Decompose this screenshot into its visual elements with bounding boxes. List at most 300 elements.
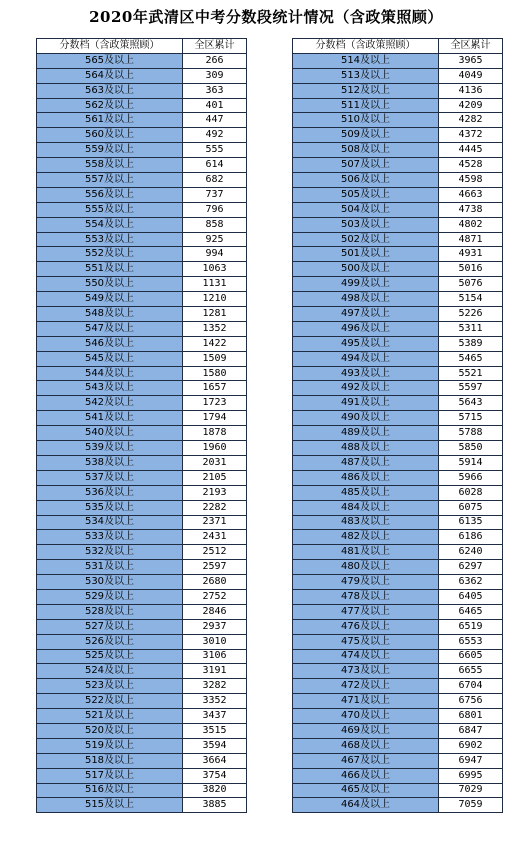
cumulative-count-cell: 1794 [183, 411, 247, 426]
table-row [293, 470, 503, 485]
table-row [37, 470, 247, 485]
score-band-cell: 489及以上 [293, 426, 439, 441]
cumulative-count-cell: 3010 [183, 634, 247, 649]
cumulative-count-cell: 1422 [183, 336, 247, 351]
header-score-band: 分数档（含政策照顾） [37, 39, 183, 54]
score-band-cell: 553及以上 [37, 232, 183, 247]
score-band-cell: 487及以上 [293, 455, 439, 470]
cumulative-count-cell: 4802 [439, 217, 503, 232]
score-band-cell: 562及以上 [37, 98, 183, 113]
cumulative-count-cell: 309 [183, 68, 247, 83]
header-score-band: 分数档（含政策照顾） [293, 39, 439, 54]
score-band-cell: 517及以上 [37, 768, 183, 783]
cumulative-count-cell: 6847 [439, 723, 503, 738]
table-row [37, 292, 247, 307]
score-band-cell: 509及以上 [293, 128, 439, 143]
table-row [37, 217, 247, 232]
score-band-cell: 468及以上 [293, 738, 439, 753]
cumulative-count-cell: 3820 [183, 783, 247, 798]
cumulative-count-cell: 2371 [183, 515, 247, 530]
table-row [37, 158, 247, 173]
table-row [37, 575, 247, 590]
cumulative-count-cell: 5389 [439, 336, 503, 351]
score-band-cell: 563及以上 [37, 83, 183, 98]
score-band-cell: 471及以上 [293, 694, 439, 709]
cumulative-count-cell: 401 [183, 98, 247, 113]
cumulative-count-cell: 4871 [439, 232, 503, 247]
score-band-cell: 544及以上 [37, 366, 183, 381]
cumulative-count-cell: 5597 [439, 381, 503, 396]
score-band-cell: 530及以上 [37, 575, 183, 590]
score-band-cell: 536及以上 [37, 485, 183, 500]
table-row [293, 202, 503, 217]
table-row [37, 649, 247, 664]
score-band-cell: 464及以上 [293, 798, 439, 813]
score-band-cell: 491及以上 [293, 396, 439, 411]
cumulative-count-cell: 6704 [439, 679, 503, 694]
cumulative-count-cell: 4445 [439, 143, 503, 158]
cumulative-count-cell: 7059 [439, 798, 503, 813]
cumulative-count-cell: 5465 [439, 351, 503, 366]
cumulative-count-cell: 3437 [183, 709, 247, 724]
table-row [37, 664, 247, 679]
table-row [293, 426, 503, 441]
cumulative-count-cell: 6553 [439, 634, 503, 649]
score-band-cell: 522及以上 [37, 694, 183, 709]
score-table-right [292, 38, 503, 813]
table-row [37, 83, 247, 98]
table-row [293, 515, 503, 530]
header-cumulative: 全区累计 [439, 39, 503, 54]
table-row [37, 723, 247, 738]
score-band-cell: 482及以上 [293, 530, 439, 545]
cumulative-count-cell: 796 [183, 202, 247, 217]
score-band-cell: 510及以上 [293, 113, 439, 128]
table-row [293, 664, 503, 679]
cumulative-count-cell: 3885 [183, 798, 247, 813]
score-band-cell: 480及以上 [293, 560, 439, 575]
score-band-cell: 472及以上 [293, 679, 439, 694]
table-row [37, 694, 247, 709]
score-band-cell: 518及以上 [37, 753, 183, 768]
cumulative-count-cell: 5788 [439, 426, 503, 441]
score-band-cell: 552及以上 [37, 247, 183, 262]
cumulative-count-cell: 5850 [439, 441, 503, 456]
table-row [37, 98, 247, 113]
table-row [37, 768, 247, 783]
cumulative-count-cell: 2193 [183, 485, 247, 500]
table-row [293, 113, 503, 128]
table-row [37, 262, 247, 277]
cumulative-count-cell: 2680 [183, 575, 247, 590]
score-band-cell: 550及以上 [37, 277, 183, 292]
table-row [293, 247, 503, 262]
cumulative-count-cell: 737 [183, 187, 247, 202]
page-title: 2020年武清区中考分数段统计情况（含政策照顾） [89, 8, 443, 26]
table-row [37, 545, 247, 560]
score-band-cell: 485及以上 [293, 485, 439, 500]
cumulative-count-cell: 3754 [183, 768, 247, 783]
cumulative-count-cell: 6605 [439, 649, 503, 664]
score-band-cell: 505及以上 [293, 187, 439, 202]
score-band-cell: 486及以上 [293, 470, 439, 485]
score-band-cell: 527及以上 [37, 619, 183, 634]
table-row [293, 575, 503, 590]
score-band-cell: 560及以上 [37, 128, 183, 143]
cumulative-count-cell: 3352 [183, 694, 247, 709]
cumulative-count-cell: 6995 [439, 768, 503, 783]
table-row [37, 202, 247, 217]
table-row [293, 589, 503, 604]
table-row [37, 515, 247, 530]
cumulative-count-cell: 6028 [439, 485, 503, 500]
cumulative-count-cell: 5226 [439, 307, 503, 322]
score-band-cell: 541及以上 [37, 411, 183, 426]
table-row [37, 798, 247, 813]
cumulative-count-cell: 6465 [439, 604, 503, 619]
cumulative-count-cell: 6655 [439, 664, 503, 679]
table-row [37, 128, 247, 143]
cumulative-count-cell: 682 [183, 173, 247, 188]
table-row [37, 560, 247, 575]
table-row [293, 441, 503, 456]
score-band-cell: 474及以上 [293, 649, 439, 664]
table-row [37, 68, 247, 83]
score-band-cell: 512及以上 [293, 83, 439, 98]
cumulative-count-cell: 5914 [439, 455, 503, 470]
table-row [293, 649, 503, 664]
score-band-cell: 498及以上 [293, 292, 439, 307]
table-row [37, 321, 247, 336]
table-row [37, 277, 247, 292]
score-band-cell: 470及以上 [293, 709, 439, 724]
cumulative-count-cell: 2937 [183, 619, 247, 634]
score-band-cell: 490及以上 [293, 411, 439, 426]
score-band-cell: 493及以上 [293, 366, 439, 381]
table-row [293, 455, 503, 470]
score-band-cell: 528及以上 [37, 604, 183, 619]
cumulative-count-cell: 4136 [439, 83, 503, 98]
score-band-cell: 547及以上 [37, 321, 183, 336]
table-row [293, 307, 503, 322]
cumulative-count-cell: 5643 [439, 396, 503, 411]
table-row [293, 768, 503, 783]
table-row [37, 411, 247, 426]
cumulative-count-cell: 614 [183, 158, 247, 173]
score-band-cell: 557及以上 [37, 173, 183, 188]
cumulative-count-cell: 6519 [439, 619, 503, 634]
cumulative-count-cell: 1352 [183, 321, 247, 336]
table-row [293, 68, 503, 83]
score-band-cell: 502及以上 [293, 232, 439, 247]
table-row [293, 411, 503, 426]
table-row [37, 709, 247, 724]
cumulative-count-cell: 6135 [439, 515, 503, 530]
score-band-cell: 478及以上 [293, 589, 439, 604]
table-row [37, 619, 247, 634]
score-band-cell: 504及以上 [293, 202, 439, 217]
cumulative-count-cell: 5016 [439, 262, 503, 277]
table-row [293, 709, 503, 724]
score-band-cell: 538及以上 [37, 455, 183, 470]
table-row [37, 366, 247, 381]
table-row [293, 83, 503, 98]
table-row [293, 98, 503, 113]
cumulative-count-cell: 492 [183, 128, 247, 143]
cumulative-count-cell: 4931 [439, 247, 503, 262]
score-band-cell: 534及以上 [37, 515, 183, 530]
score-band-cell: 514及以上 [293, 53, 439, 68]
cumulative-count-cell: 4049 [439, 68, 503, 83]
score-band-cell: 507及以上 [293, 158, 439, 173]
cumulative-count-cell: 2512 [183, 545, 247, 560]
score-table-left-body [37, 53, 247, 812]
table-row [293, 158, 503, 173]
score-band-cell: 506及以上 [293, 173, 439, 188]
cumulative-count-cell: 6801 [439, 709, 503, 724]
table-row [37, 485, 247, 500]
score-band-cell: 555及以上 [37, 202, 183, 217]
score-band-cell: 565及以上 [37, 53, 183, 68]
score-band-cell: 539及以上 [37, 441, 183, 456]
cumulative-count-cell: 363 [183, 83, 247, 98]
cumulative-count-cell: 4282 [439, 113, 503, 128]
score-band-cell: 500及以上 [293, 262, 439, 277]
score-band-cell: 496及以上 [293, 321, 439, 336]
cumulative-count-cell: 6240 [439, 545, 503, 560]
cumulative-count-cell: 994 [183, 247, 247, 262]
cumulative-count-cell: 4598 [439, 173, 503, 188]
cumulative-count-cell: 2282 [183, 500, 247, 515]
table-row [37, 441, 247, 456]
table-row [37, 247, 247, 262]
table-row [293, 366, 503, 381]
score-band-cell: 531及以上 [37, 560, 183, 575]
score-band-cell: 499及以上 [293, 277, 439, 292]
table-row [37, 500, 247, 515]
cumulative-count-cell: 6902 [439, 738, 503, 753]
score-band-cell: 540及以上 [37, 426, 183, 441]
score-band-cell: 543及以上 [37, 381, 183, 396]
table-row [37, 53, 247, 68]
cumulative-count-cell: 4209 [439, 98, 503, 113]
score-band-cell: 469及以上 [293, 723, 439, 738]
score-band-cell: 520及以上 [37, 723, 183, 738]
score-table-left [36, 38, 247, 813]
score-band-cell: 516及以上 [37, 783, 183, 798]
table-row [293, 530, 503, 545]
cumulative-count-cell: 6947 [439, 753, 503, 768]
table-header-row [293, 39, 503, 54]
score-band-cell: 548及以上 [37, 307, 183, 322]
table-row [293, 321, 503, 336]
table-row [37, 381, 247, 396]
cumulative-count-cell: 5966 [439, 470, 503, 485]
score-band-cell: 533及以上 [37, 530, 183, 545]
cumulative-count-cell: 1210 [183, 292, 247, 307]
score-band-cell: 508及以上 [293, 143, 439, 158]
table-row [37, 113, 247, 128]
score-band-cell: 559及以上 [37, 143, 183, 158]
score-band-cell: 466及以上 [293, 768, 439, 783]
cumulative-count-cell: 6297 [439, 560, 503, 575]
table-row [37, 738, 247, 753]
table-row [293, 217, 503, 232]
table-row [37, 604, 247, 619]
cumulative-count-cell: 1509 [183, 351, 247, 366]
score-band-cell: 521及以上 [37, 709, 183, 724]
table-header-row [37, 39, 247, 54]
table-row [37, 679, 247, 694]
score-band-cell: 501及以上 [293, 247, 439, 262]
score-band-cell: 532及以上 [37, 545, 183, 560]
score-band-cell: 535及以上 [37, 500, 183, 515]
table-row [293, 500, 503, 515]
score-band-cell: 545及以上 [37, 351, 183, 366]
score-band-cell: 503及以上 [293, 217, 439, 232]
score-band-cell: 525及以上 [37, 649, 183, 664]
table-row [293, 545, 503, 560]
cumulative-count-cell: 1580 [183, 366, 247, 381]
cumulative-count-cell: 6075 [439, 500, 503, 515]
cumulative-count-cell: 555 [183, 143, 247, 158]
table-row [293, 604, 503, 619]
cumulative-count-cell: 925 [183, 232, 247, 247]
table-row [293, 53, 503, 68]
cumulative-count-cell: 858 [183, 217, 247, 232]
table-row [293, 173, 503, 188]
table-row [37, 173, 247, 188]
table-row [293, 798, 503, 813]
score-table-right-body [293, 53, 503, 812]
cumulative-count-cell: 1281 [183, 307, 247, 322]
header-cumulative: 全区累计 [183, 39, 247, 54]
table-row [37, 634, 247, 649]
table-row [293, 336, 503, 351]
table-row [37, 455, 247, 470]
table-row [293, 485, 503, 500]
table-row [37, 783, 247, 798]
table-row [37, 753, 247, 768]
score-band-cell: 526及以上 [37, 634, 183, 649]
score-band-cell: 554及以上 [37, 217, 183, 232]
cumulative-count-cell: 1723 [183, 396, 247, 411]
cumulative-count-cell: 2752 [183, 589, 247, 604]
cumulative-count-cell: 5521 [439, 366, 503, 381]
score-band-cell: 479及以上 [293, 575, 439, 590]
score-band-cell: 492及以上 [293, 381, 439, 396]
table-row [293, 783, 503, 798]
score-band-cell: 481及以上 [293, 545, 439, 560]
table-row [37, 589, 247, 604]
score-band-cell: 484及以上 [293, 500, 439, 515]
table-row [293, 738, 503, 753]
table-row [37, 232, 247, 247]
cumulative-count-cell: 3965 [439, 53, 503, 68]
score-band-cell: 542及以上 [37, 396, 183, 411]
table-row [293, 694, 503, 709]
score-band-cell: 513及以上 [293, 68, 439, 83]
table-row [293, 128, 503, 143]
table-row [37, 336, 247, 351]
cumulative-count-cell: 2431 [183, 530, 247, 545]
cumulative-count-cell: 1657 [183, 381, 247, 396]
cumulative-count-cell: 3191 [183, 664, 247, 679]
score-band-cell: 494及以上 [293, 351, 439, 366]
table-row [37, 396, 247, 411]
cumulative-count-cell: 6186 [439, 530, 503, 545]
cumulative-count-cell: 3282 [183, 679, 247, 694]
score-band-cell: 564及以上 [37, 68, 183, 83]
score-band-cell: 515及以上 [37, 798, 183, 813]
table-row [293, 277, 503, 292]
table-row [293, 143, 503, 158]
score-band-cell: 473及以上 [293, 664, 439, 679]
table-row [293, 560, 503, 575]
score-band-cell: 467及以上 [293, 753, 439, 768]
score-band-cell: 549及以上 [37, 292, 183, 307]
cumulative-count-cell: 2105 [183, 470, 247, 485]
table-row [37, 143, 247, 158]
cumulative-count-cell: 6756 [439, 694, 503, 709]
score-band-cell: 488及以上 [293, 441, 439, 456]
score-band-cell: 476及以上 [293, 619, 439, 634]
score-band-cell: 495及以上 [293, 336, 439, 351]
table-row [293, 753, 503, 768]
cumulative-count-cell: 3515 [183, 723, 247, 738]
score-band-cell: 561及以上 [37, 113, 183, 128]
table-row [293, 723, 503, 738]
score-band-cell: 524及以上 [37, 664, 183, 679]
score-band-cell: 519及以上 [37, 738, 183, 753]
table-row [37, 351, 247, 366]
score-band-cell: 551及以上 [37, 262, 183, 277]
score-band-cell: 475及以上 [293, 634, 439, 649]
score-band-cell: 511及以上 [293, 98, 439, 113]
cumulative-count-cell: 4663 [439, 187, 503, 202]
cumulative-count-cell: 6405 [439, 589, 503, 604]
score-band-cell: 477及以上 [293, 604, 439, 619]
score-band-cell: 537及以上 [37, 470, 183, 485]
cumulative-count-cell: 4372 [439, 128, 503, 143]
cumulative-count-cell: 5154 [439, 292, 503, 307]
cumulative-count-cell: 3594 [183, 738, 247, 753]
table-row [293, 619, 503, 634]
cumulative-count-cell: 3664 [183, 753, 247, 768]
table-row [37, 530, 247, 545]
table-row [293, 262, 503, 277]
cumulative-count-cell: 5076 [439, 277, 503, 292]
cumulative-count-cell: 1131 [183, 277, 247, 292]
cumulative-count-cell: 447 [183, 113, 247, 128]
table-row [293, 187, 503, 202]
table-row [293, 351, 503, 366]
cumulative-count-cell: 3106 [183, 649, 247, 664]
cumulative-count-cell: 2031 [183, 455, 247, 470]
cumulative-count-cell: 2597 [183, 560, 247, 575]
table-row [293, 381, 503, 396]
score-band-cell: 546及以上 [37, 336, 183, 351]
cumulative-count-cell: 2846 [183, 604, 247, 619]
table-row [293, 679, 503, 694]
cumulative-count-cell: 1063 [183, 262, 247, 277]
table-row [37, 307, 247, 322]
score-band-cell: 529及以上 [37, 589, 183, 604]
table-row [293, 232, 503, 247]
score-band-cell: 497及以上 [293, 307, 439, 322]
cumulative-count-cell: 7029 [439, 783, 503, 798]
cumulative-count-cell: 1878 [183, 426, 247, 441]
